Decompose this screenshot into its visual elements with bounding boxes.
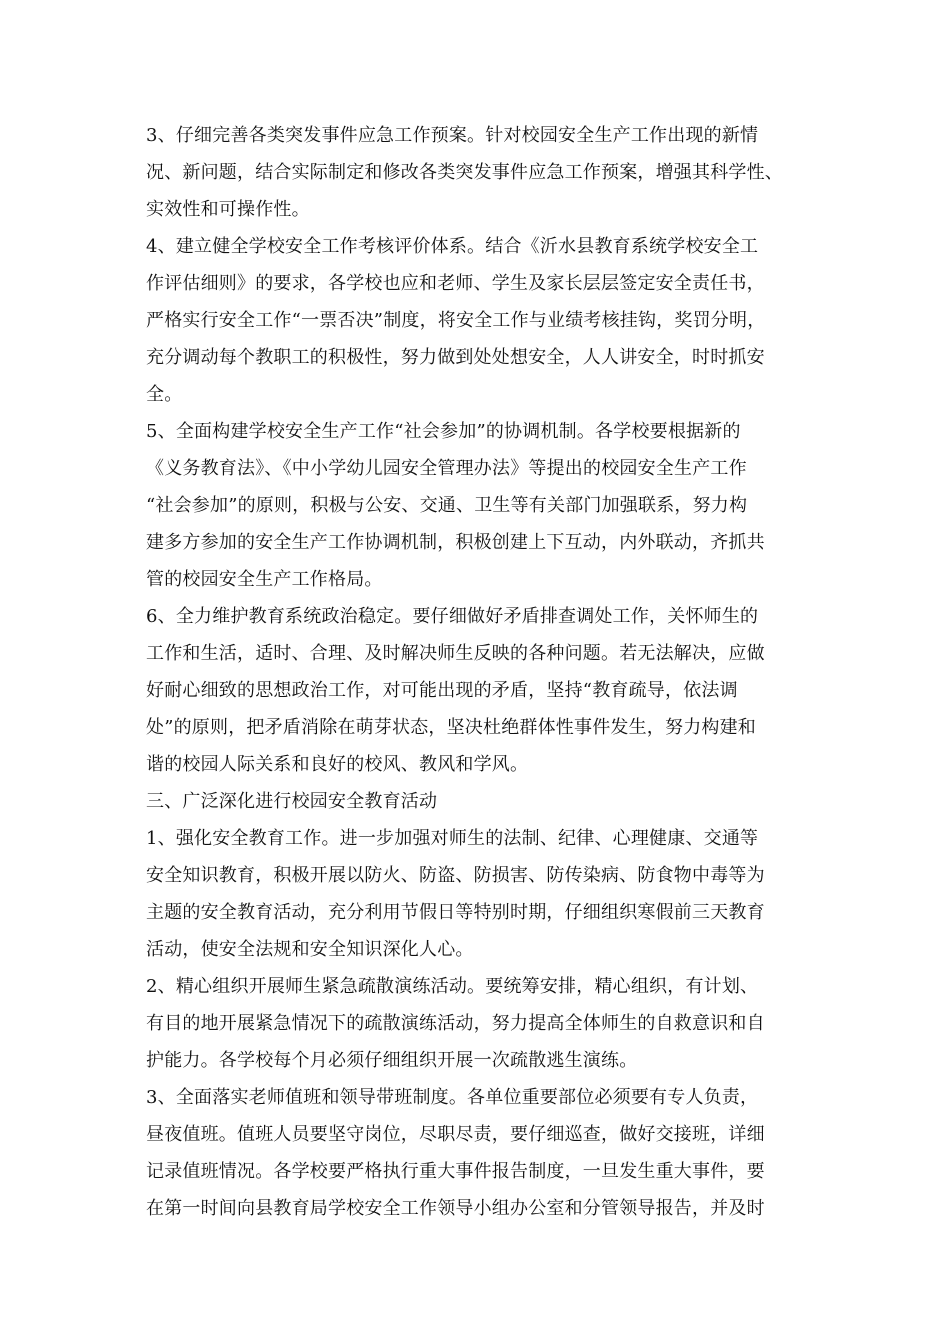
paragraph-4-line-3: 严格实行安全工作“一票否决”制度，将安全工作与业绩考核挂钩，奖罚分明， xyxy=(146,310,766,331)
paragraph-6-line-3: 好耐心细致的思想政治工作，对可能出现的矛盾，坚持“教育疏导，依法调 xyxy=(146,680,738,701)
paragraph-4-line-4: 充分调动每个教职工的积极性，努力做到处处想安全，人人讲安全，时时抓安 xyxy=(146,347,765,368)
item-3-line-2: 昼夜值班。值班人员要坚守岗位，尽职尽责，要仔细巡查，做好交接班，详细 xyxy=(146,1124,765,1145)
paragraph-5-line-1: 5、全面构建学校安全生产工作“社会参加”的协调机制。各学校要根据新的 xyxy=(146,421,741,442)
paragraph-5-line-3: “社会参加”的原则，积极与公安、交通、卫生等有关部门加强联系，努力构 xyxy=(146,495,748,516)
paragraph-5-line-4: 建多方参加的安全生产工作协调机制，积极创建上下互动，内外联动，齐抓共 xyxy=(146,532,765,553)
item-3-line-3: 记录值班情况。各学校要严格执行重大事件报告制度，一旦发生重大事件，要 xyxy=(146,1161,765,1182)
item-1-line-4: 活动，使安全法规和安全知识深化人心。 xyxy=(146,939,474,960)
paragraph-5-line-2: 《义务教育法》、《中小学幼儿园安全管理办法》等提出的校园安全生产工作 xyxy=(146,458,747,479)
item-1-line-1: 1、强化安全教育工作。进一步加强对师生的法制、纪律、心理健康、交通等 xyxy=(146,828,759,849)
paragraph-4-line-5: 全。 xyxy=(146,384,183,405)
item-2-line-1: 2、精心组织开展师生紧急疏散演练活动。要统筹安排，精心组织，有计划、 xyxy=(146,976,759,997)
paragraph-4-line-2: 作评估细则》的要求，各学校也应和老师、学生及家长层层签定安全责任书， xyxy=(146,273,765,294)
paragraph-3-line-2: 况、新问题，结合实际制定和修改各类突发事件应急工作预案，增强其科学性、 xyxy=(146,162,783,183)
paragraph-5-line-5: 管的校园安全生产工作格局。 xyxy=(146,569,383,590)
item-2-line-2: 有目的地开展紧急情况下的疏散演练活动，努力提高全体师生的自救意识和自 xyxy=(146,1013,765,1034)
item-3-line-1: 3、全面落实老师值班和领导带班制度。各单位重要部位必须要有专人负责， xyxy=(146,1087,759,1108)
item-1-line-3: 主题的安全教育活动，充分利用节假日等特别时期，仔细组织寒假前三天教育 xyxy=(146,902,765,923)
paragraph-6-line-4: 处”的原则，把矛盾消除在萌芽状态，坚决杜绝群体性事件发生，努力构建和 xyxy=(146,717,756,738)
paragraph-6-line-2: 工作和生活，适时、合理、及时解决师生反映的各种问题。若无法解决，应做 xyxy=(146,643,765,664)
paragraph-3-line-3: 实效性和可操作性。 xyxy=(146,199,310,220)
paragraph-4-line-1: 4、建立健全学校安全工作考核评价体系。结合《沂水县教育系统学校安全工 xyxy=(146,236,759,257)
item-3-line-4: 在第一时间向县教育局学校安全工作领导小组办公室和分管领导报告，并及时 xyxy=(146,1198,765,1219)
paragraph-3-line-1: 3、仔细完善各类突发事件应急工作预案。针对校园安全生产工作出现的新情 xyxy=(146,125,759,146)
paragraph-6-line-1: 6、全力维护教育系统政治稳定。要仔细做好矛盾排查调处工作，关怀师生的 xyxy=(146,606,759,627)
item-1-line-2: 安全知识教育，积极开展以防火、防盗、防损害、防传染病、防食物中毒等为 xyxy=(146,865,765,886)
item-2-line-3: 护能力。各学校每个月必须仔细组织开展一次疏散逃生演练。 xyxy=(146,1050,638,1071)
section-heading: 三、广泛深化进行校园安全教育活动 xyxy=(146,791,438,812)
paragraph-6-line-5: 谐的校园人际关系和良好的校风、教风和学风。 xyxy=(146,754,529,775)
